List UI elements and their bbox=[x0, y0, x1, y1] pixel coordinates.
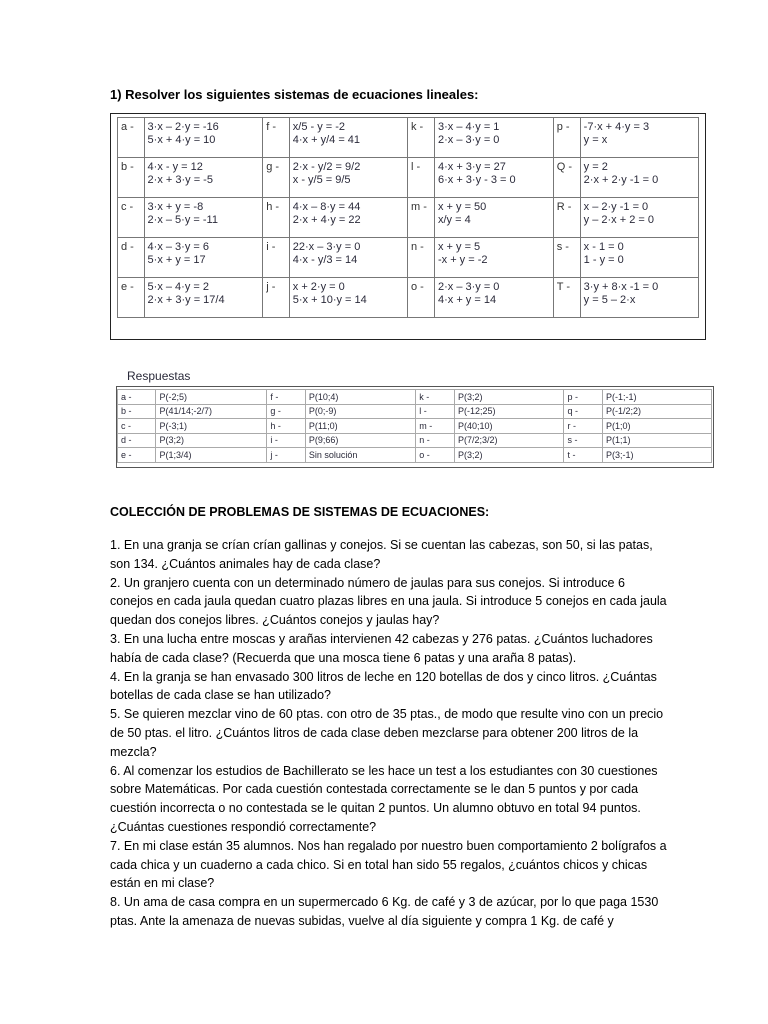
equation-line: 2·x + 3·y = -5 bbox=[147, 174, 213, 186]
equation-line: 3·x – 2·y = -16 bbox=[147, 121, 219, 133]
answer-value: P(1;1) bbox=[602, 433, 711, 448]
equation-line: 4·x – 3·y = 6 bbox=[147, 241, 209, 253]
answer-value: P(1;0) bbox=[602, 419, 711, 434]
answer-label: l - bbox=[416, 404, 455, 419]
answers-row bbox=[118, 390, 712, 405]
answers-table-frame bbox=[116, 386, 714, 468]
system-equations bbox=[434, 118, 553, 158]
equation-line: -7·x + 4·y = 3 bbox=[583, 121, 650, 133]
equation-line: 2·x + 4·y = 22 bbox=[292, 214, 361, 226]
answer-value: P(3;2) bbox=[455, 448, 564, 463]
equation-line: 5·x + y = 17 bbox=[147, 254, 206, 266]
system-label: p - bbox=[553, 118, 580, 158]
problems-list bbox=[110, 536, 670, 931]
equation-line: x - 1 = 0 bbox=[583, 241, 624, 253]
equation-line: 2·x + 3·y = 17/4 bbox=[147, 294, 225, 306]
systems-row bbox=[118, 158, 699, 198]
system-label: e - bbox=[118, 278, 145, 318]
answer-label: f - bbox=[267, 390, 305, 405]
answer-value: P(10;4) bbox=[305, 390, 415, 405]
answer-value: P(1;3/4) bbox=[156, 448, 267, 463]
answer-value: P(-1;-1) bbox=[602, 390, 711, 405]
answer-value: P(-1/2;2) bbox=[602, 404, 711, 419]
equation-line: 4·x – 8·y = 44 bbox=[292, 201, 361, 213]
answers-table bbox=[117, 389, 712, 463]
answer-label: j - bbox=[267, 448, 305, 463]
system-equations bbox=[144, 158, 263, 198]
equation-line: 3·x + y = -8 bbox=[147, 201, 204, 213]
answer-value: P(11;0) bbox=[305, 419, 415, 434]
systems-row bbox=[118, 118, 699, 158]
systems-table-frame bbox=[110, 113, 706, 340]
system-equations bbox=[580, 198, 698, 238]
system-label: f - bbox=[263, 118, 290, 158]
system-label: d - bbox=[118, 238, 145, 278]
answer-value: P(3;2) bbox=[156, 433, 267, 448]
equation-line: x – 2·y -1 = 0 bbox=[583, 201, 649, 213]
answer-label: p - bbox=[564, 390, 602, 405]
system-equations bbox=[580, 238, 698, 278]
answer-value: P(3;-1) bbox=[602, 448, 711, 463]
equation-line: 2·x – 5·y = -11 bbox=[147, 214, 218, 226]
answer-label: t - bbox=[564, 448, 602, 463]
system-label: n - bbox=[407, 238, 434, 278]
problems-title: COLECCIÓN DE PROBLEMAS DE SISTEMAS DE ECUACIONES: bbox=[110, 505, 490, 519]
system-equations bbox=[144, 238, 263, 278]
answer-value: P(-3;1) bbox=[156, 419, 267, 434]
system-equations bbox=[434, 158, 553, 198]
equation-line: 5·x + 10·y = 14 bbox=[292, 294, 367, 306]
system-equations bbox=[144, 118, 263, 158]
system-equations bbox=[434, 238, 553, 278]
system-equations bbox=[434, 198, 553, 238]
system-label: m - bbox=[407, 198, 434, 238]
equation-line: 3·x – 4·y = 1 bbox=[437, 121, 500, 133]
equation-line: 1 - y = 0 bbox=[583, 254, 624, 266]
equation-line: 5·x – 4·y = 2 bbox=[147, 281, 209, 293]
problem-item: 4. En la granja se han envasado 300 litros de leche en 120 botellas de dos y cinco litros. ¿Cuántas botellas de cada clase se han utilizado? bbox=[110, 669, 657, 703]
system-label: s - bbox=[553, 238, 580, 278]
equation-line: 3·y + 8·x -1 = 0 bbox=[583, 281, 659, 293]
system-label: T - bbox=[553, 278, 580, 318]
systems-row bbox=[118, 198, 699, 238]
answers-row bbox=[118, 404, 712, 419]
equation-line: 2·x - y/2 = 9/2 bbox=[292, 161, 361, 173]
problem-item: 8. Un ama de casa compra en un supermercado 6 Kg. de café y 3 de azúcar, por lo que paga 1530 ptas. Ante la amenaza de nuevas subidas, vuelve al día siguiente y compra 1 Kg. de café y bbox=[110, 895, 659, 928]
answers-title: Respuestas bbox=[127, 369, 191, 383]
systems-row bbox=[118, 278, 699, 318]
equation-line: 4·x + y = 14 bbox=[437, 294, 497, 306]
answer-label: i - bbox=[267, 433, 305, 448]
equation-line: y = x bbox=[583, 134, 608, 146]
system-label: Q - bbox=[553, 158, 580, 198]
answer-value: Sin solución bbox=[305, 448, 415, 463]
equation-line: y = 5 – 2·x bbox=[583, 294, 636, 306]
system-label: R - bbox=[553, 198, 580, 238]
system-equations bbox=[289, 238, 407, 278]
answers-row bbox=[118, 419, 712, 434]
equation-line: x + 2·y = 0 bbox=[292, 281, 345, 293]
equation-line: y = 2 bbox=[583, 161, 608, 173]
answer-label: h - bbox=[267, 419, 305, 434]
problem-item: 1. En una granja se crían crían gallinas y conejos. Si se cuentan las cabezas, son 50, si las patas, son 134. ¿Cuántos animales hay de cada clase? bbox=[110, 538, 653, 571]
answer-value: P(-12;25) bbox=[455, 404, 564, 419]
exercise-heading: 1) Resolver los siguientes sistemas de ecuaciones lineales: bbox=[110, 87, 479, 102]
answers-row bbox=[118, 448, 712, 463]
answer-label: o - bbox=[416, 448, 455, 463]
problem-item: 3. En una lucha entre moscas y arañas intervienen 42 cabezas y 276 patas. ¿Cuántos luchadores había de cada clase? (Recuerda que una mosca tiene 6 patas y una araña 8 patas). bbox=[110, 631, 653, 665]
problem-item: 2. Un granjero cuenta con un determinado número de jaulas para sus conejos. Si introduce 6 conejos en cada jaula quedan cuatro plazas libres en una jaula. Si introduce 5 conejos en cada jaula quedan dos conejos libres. ¿Cuántos conejos y jaulas hay? bbox=[110, 575, 667, 628]
equation-line: 4·x - y/3 = 14 bbox=[292, 254, 358, 266]
problem-item: 7. En mi clase están 35 alumnos. Nos han regalado por nuestro buen comportamiento 2 bolígrafos a cada chica y un cuaderno a cada chico. Si en total han sido 55 regalos, ¿cuántos chicos y chicas están en mi clase? bbox=[110, 838, 667, 891]
system-equations bbox=[289, 158, 407, 198]
equation-line: 2·x + 2·y -1 = 0 bbox=[583, 174, 659, 186]
system-equations bbox=[580, 118, 698, 158]
answer-label: c - bbox=[118, 419, 156, 434]
system-label: b - bbox=[118, 158, 145, 198]
system-label: a - bbox=[118, 118, 145, 158]
answer-value: P(0;-9) bbox=[305, 404, 415, 419]
system-equations bbox=[144, 198, 263, 238]
answer-label: m - bbox=[416, 419, 455, 434]
equation-line: x - y/5 = 9/5 bbox=[292, 174, 351, 186]
systems-row bbox=[118, 238, 699, 278]
equation-line: x/y = 4 bbox=[437, 214, 471, 226]
system-equations bbox=[289, 118, 407, 158]
answer-value: P(41/14;-2/7) bbox=[156, 404, 267, 419]
answer-value: P(9;66) bbox=[305, 433, 415, 448]
equation-line: 4·x + y/4 = 41 bbox=[292, 134, 361, 146]
problem-item: 5. Se quieren mezclar vino de 60 ptas. con otro de 35 ptas., de modo que resulte vino con un precio de 50 ptas. el litro. ¿Cuántos litros de cada clase deben mezclarse para obtener 200 litros de la mezcla? bbox=[110, 707, 664, 759]
system-equations bbox=[289, 278, 407, 318]
answer-label: g - bbox=[267, 404, 305, 419]
system-label: h - bbox=[263, 198, 290, 238]
system-label: o - bbox=[407, 278, 434, 318]
equation-line: 22·x – 3·y = 0 bbox=[292, 241, 361, 253]
problem-item: 6. Al comenzar los estudios de Bachillerato se les hace un test a los estudiantes con 30 cuestiones sobre Matemáticas. Por cada cuestión contestada correctamente se le dan 5 puntos y por cada cuestión incorrecta o no contestada se le quitan 2 puntos. Un alumno obtuvo en total 94 puntos. ¿Cuántas cuestiones respondió correctamente? bbox=[110, 763, 658, 834]
system-equations bbox=[580, 278, 698, 318]
system-label: g - bbox=[263, 158, 290, 198]
system-equations bbox=[289, 198, 407, 238]
equation-line: -x + y = -2 bbox=[437, 254, 488, 266]
system-label: l - bbox=[407, 158, 434, 198]
answer-label: k - bbox=[416, 390, 455, 405]
equation-line: 2·x – 3·y = 0 bbox=[437, 281, 500, 293]
answer-value: P(40;10) bbox=[455, 419, 564, 434]
system-equations bbox=[580, 158, 698, 198]
answers-row bbox=[118, 433, 712, 448]
system-equations bbox=[144, 278, 263, 318]
system-equations bbox=[434, 278, 553, 318]
equation-line: 4·x + 3·y = 27 bbox=[437, 161, 506, 173]
equation-line: 2·x – 3·y = 0 bbox=[437, 134, 500, 146]
equation-line: x + y = 5 bbox=[437, 241, 481, 253]
answer-value: P(7/2;3/2) bbox=[455, 433, 564, 448]
equation-line: x/5 - y = -2 bbox=[292, 121, 346, 133]
answer-label: d - bbox=[118, 433, 156, 448]
answer-label: e - bbox=[118, 448, 156, 463]
system-label: c - bbox=[118, 198, 145, 238]
equation-line: 6·x + 3·y - 3 = 0 bbox=[437, 174, 516, 186]
answer-label: r - bbox=[564, 419, 602, 434]
system-label: j - bbox=[263, 278, 290, 318]
answer-label: a - bbox=[118, 390, 156, 405]
answer-label: s - bbox=[564, 433, 602, 448]
answer-value: P(3;2) bbox=[455, 390, 564, 405]
system-label: k - bbox=[407, 118, 434, 158]
answer-value: P(-2;5) bbox=[156, 390, 267, 405]
systems-table bbox=[117, 117, 699, 318]
answer-label: q - bbox=[564, 404, 602, 419]
equation-line: 5·x + 4·y = 10 bbox=[147, 134, 216, 146]
equation-line: x + y = 50 bbox=[437, 201, 487, 213]
equation-line: 4·x - y = 12 bbox=[147, 161, 203, 173]
equation-line: y – 2·x + 2 = 0 bbox=[583, 214, 654, 226]
answer-label: b - bbox=[118, 404, 156, 419]
answer-label: n - bbox=[416, 433, 455, 448]
system-label: i - bbox=[263, 238, 290, 278]
